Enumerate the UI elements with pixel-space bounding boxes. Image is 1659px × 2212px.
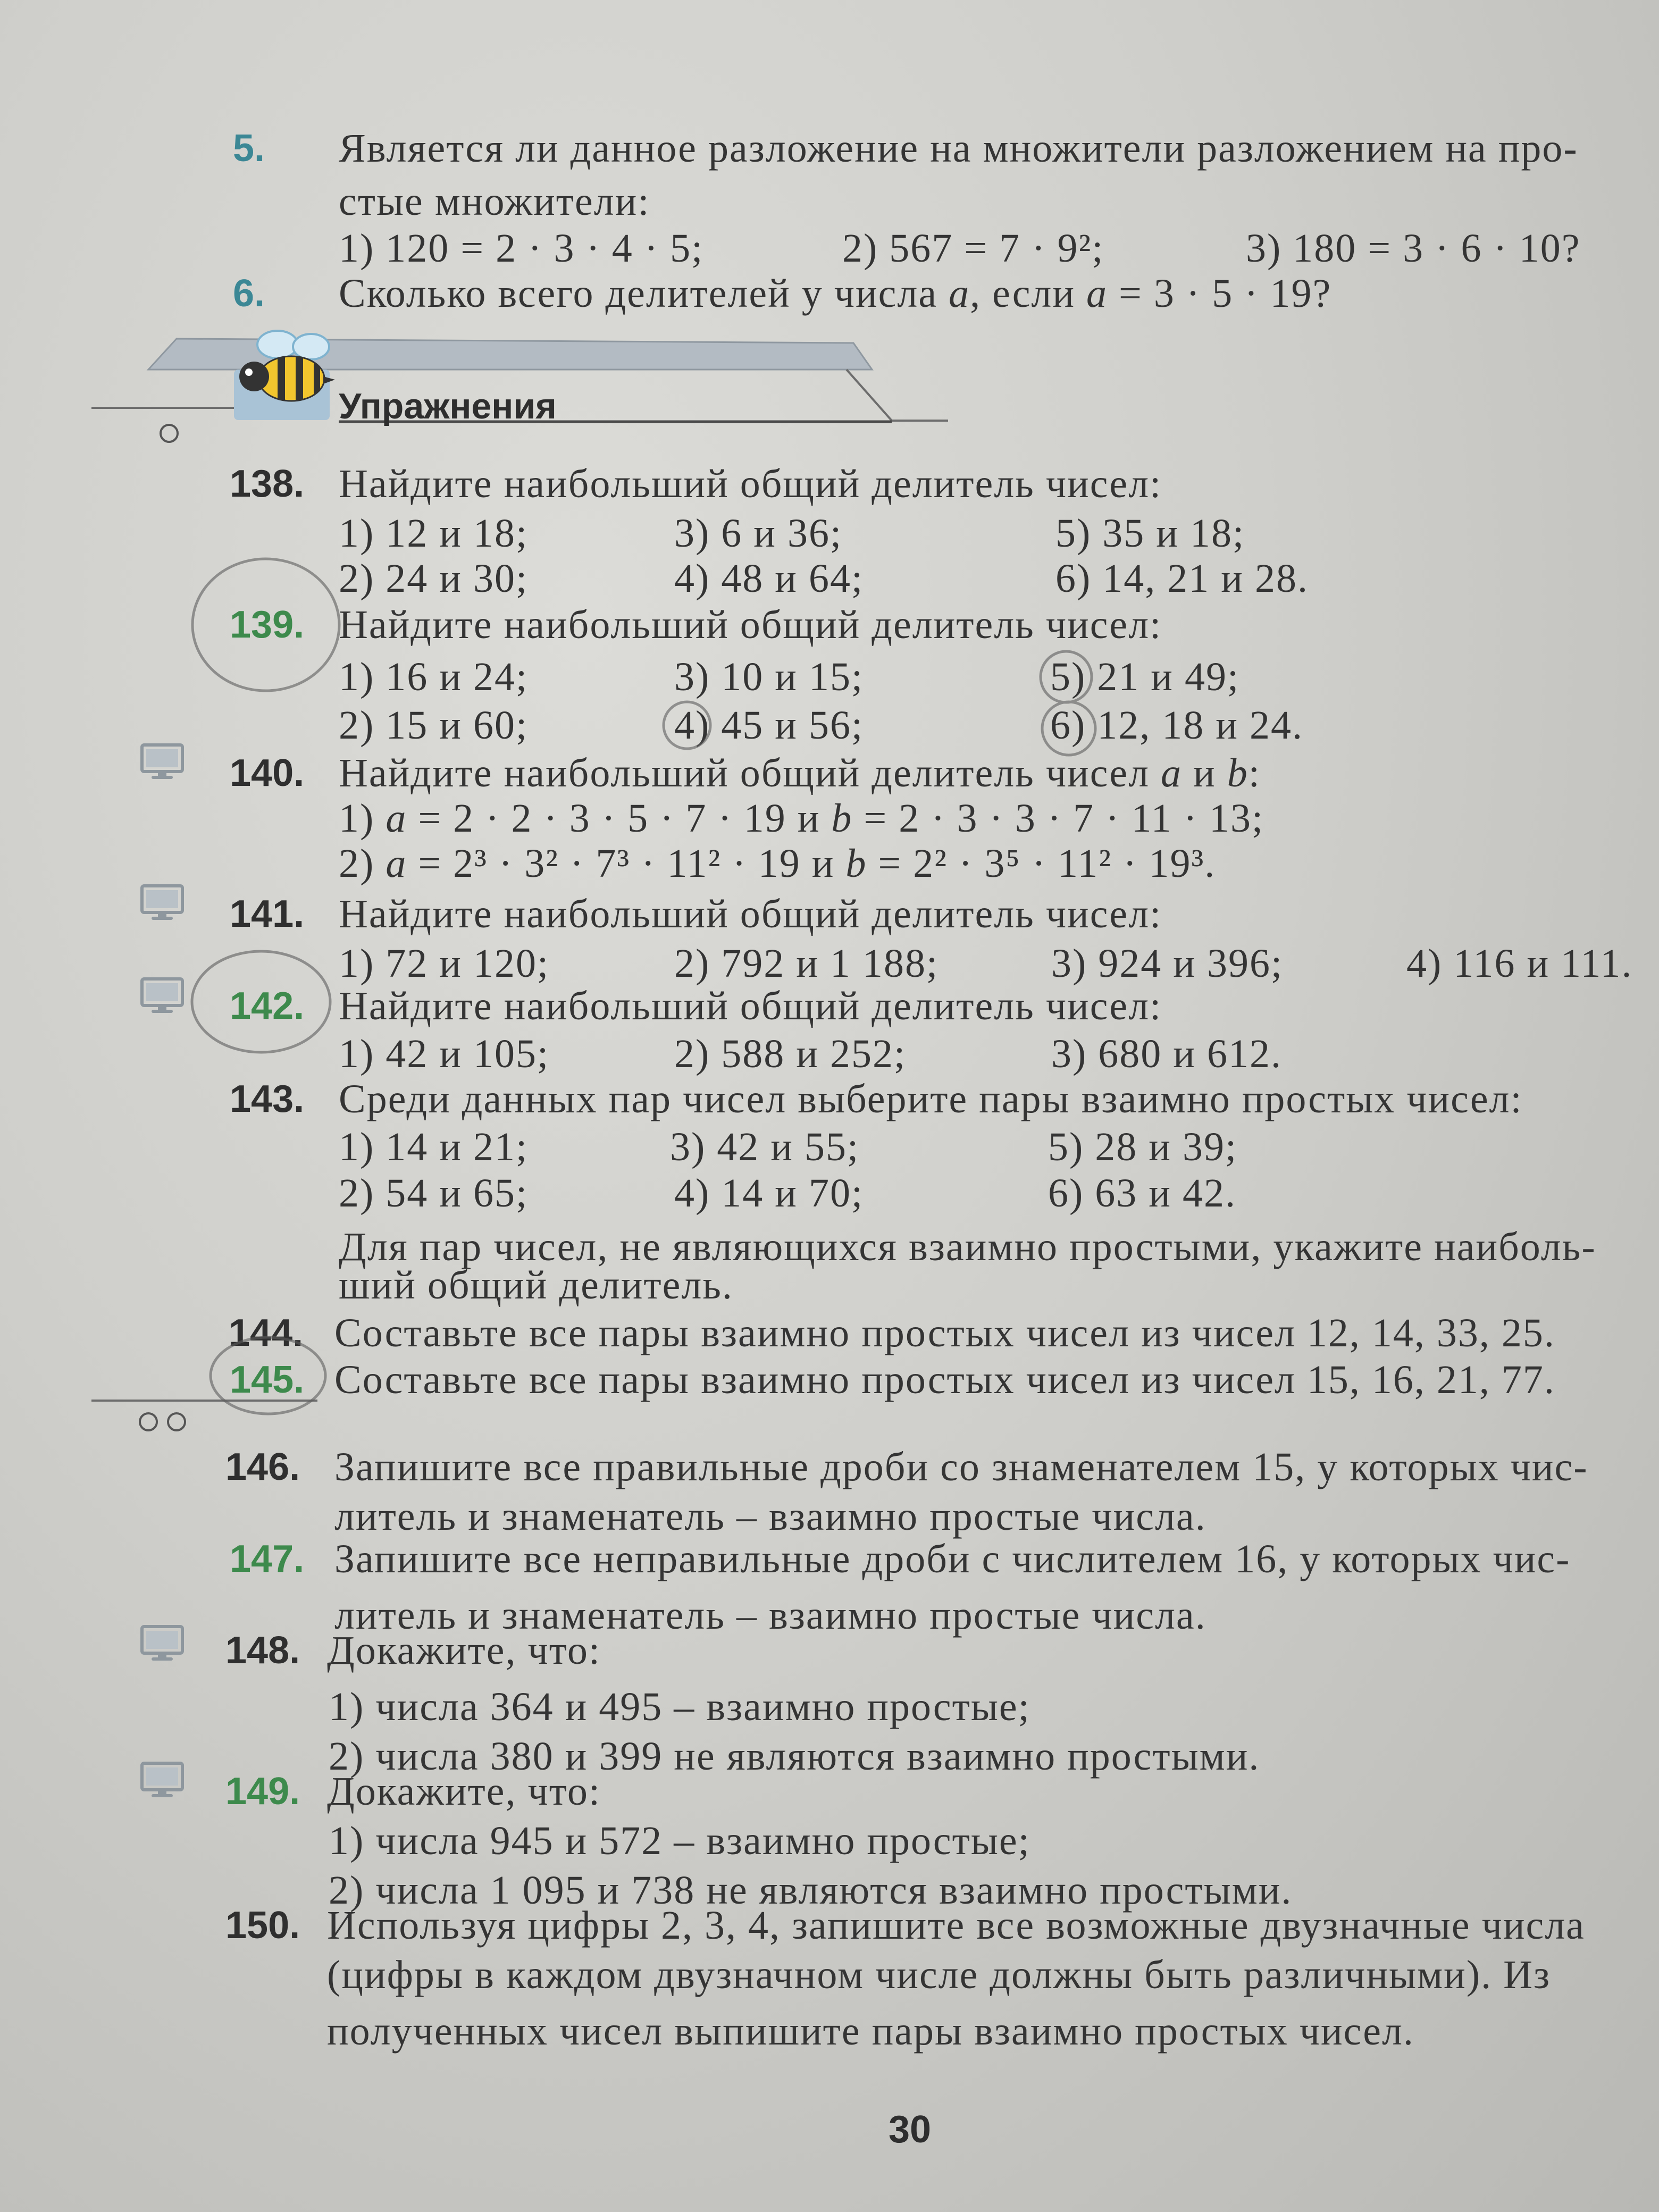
question-5-option-2: 2) 567 = 7 · 9²; xyxy=(842,226,1104,271)
exercise-143-note-line1: Для пар чисел, не являющихся взаимно простыми, укажите наиболь- xyxy=(339,1225,1596,1269)
exercise-142-option: 2) 588 и 252; xyxy=(674,1032,907,1076)
text-segment: = 3 · 5 · 19? xyxy=(1108,271,1332,316)
exercise-139-option: 1) 16 и 24; xyxy=(339,655,529,699)
question-5-option-3: 3) 180 = 3 · 6 · 10? xyxy=(1246,226,1581,271)
exercise-146-line2: литель и знаменатель – взаимно простые числа. xyxy=(334,1494,1206,1539)
exercise-141-option: 1) 72 и 120; xyxy=(339,941,550,986)
section-title: Упражнения xyxy=(339,386,557,426)
exercise-150-line1: Используя цифры 2, 3, 4, запишите все возможные двузначные числа xyxy=(327,1903,1585,1948)
text-segment: = 2² · 3⁵ · 11² · 19³. xyxy=(867,841,1216,886)
text-segment: 2) xyxy=(339,841,386,886)
exercise-143-option: 4) 14 и 70; xyxy=(674,1171,864,1216)
exercise-149-number: 149. xyxy=(225,1770,300,1813)
exercise-142-number: 142. xyxy=(230,985,305,1027)
exercise-150-line3: полученных чисел выпишите пары взаимно простых чисел. xyxy=(327,2009,1414,2054)
question-6-number: 6. xyxy=(233,272,265,315)
text-segment: 1) xyxy=(339,796,386,841)
exercise-139-title: Найдите наибольший общий делитель чисел: xyxy=(339,602,1162,647)
question-5-option-1: 1) 120 = 2 · 3 · 4 · 5; xyxy=(339,226,704,271)
exercise-141-option: 2) 792 и 1 188; xyxy=(674,941,939,986)
exercise-140-option xyxy=(339,794,1264,842)
exercise-138-option: 4) 48 и 64; xyxy=(674,556,864,601)
bee-icon-backdrop xyxy=(234,370,330,420)
exercise-140-option xyxy=(339,840,1216,887)
exercise-149-option: 2) числа 1 095 и 738 не являются взаимно простыми. xyxy=(329,1868,1293,1913)
text-segment: Найдите наибольший общий делитель чисел xyxy=(339,751,1161,795)
question-6-text xyxy=(339,270,1331,317)
text-segment: = 2³ · 3² · 7³ · 11² · 19 и xyxy=(407,841,846,886)
text-segment: Сколько всего делителей у числа xyxy=(339,271,949,316)
page-number: 30 xyxy=(888,2108,932,2151)
exercise-143-option: 3) 42 и 55; xyxy=(670,1125,860,1169)
question-5-text-line2: стые множители: xyxy=(339,179,650,224)
exercise-143-title: Среди данных пар чисел выберите пары взаимно простых чисел: xyxy=(339,1077,1523,1121)
variable-b: b xyxy=(845,841,867,886)
exercise-142-title: Найдите наибольший общий делитель чисел: xyxy=(339,984,1162,1028)
level-marker-icon xyxy=(168,1413,185,1430)
computer-icon xyxy=(140,1761,185,1799)
variable-a: a xyxy=(949,271,970,316)
exercise-148-title: Докажите, что: xyxy=(327,1628,601,1673)
exercise-138-option: 3) 6 и 36; xyxy=(674,511,843,556)
exercise-139-option: 6) 12, 18 и 24. xyxy=(1050,703,1303,748)
exercise-139-option: 2) 15 и 60; xyxy=(339,703,529,748)
exercise-141-option: 3) 924 и 396; xyxy=(1051,941,1284,986)
exercise-145-number: 145. xyxy=(230,1359,305,1401)
exercise-141-option: 4) 116 и 111. xyxy=(1406,941,1633,986)
exercise-143-option: 1) 14 и 21; xyxy=(339,1125,529,1169)
exercise-143-option: 5) 28 и 39; xyxy=(1048,1125,1238,1169)
exercise-144-number: 144. xyxy=(229,1312,304,1354)
exercise-138-option: 6) 14, 21 и 28. xyxy=(1055,556,1309,601)
exercise-145-title: Составьте все пары взаимно простых чисел из чисел 15, 16, 21, 77. xyxy=(334,1358,1555,1402)
exercise-147-line1: Запишите все неправильные дроби с числителем 16, у которых чис- xyxy=(334,1537,1571,1581)
exercise-140-title xyxy=(339,749,1261,797)
header-right-rule xyxy=(847,370,948,421)
exercise-149-title: Докажите, что: xyxy=(327,1769,601,1814)
exercise-148-number: 148. xyxy=(225,1629,300,1672)
exercise-139-number: 139. xyxy=(230,604,305,646)
exercise-138-number: 138. xyxy=(230,463,305,505)
level-marker-icon xyxy=(161,425,178,442)
exercise-139-option: 4) 45 и 56; xyxy=(674,703,864,748)
exercise-147-number: 147. xyxy=(230,1538,305,1580)
exercise-139-option: 5) 21 и 49; xyxy=(1050,655,1240,699)
computer-icon xyxy=(140,1624,185,1663)
text-segment: и xyxy=(1182,751,1227,795)
variable-a: a xyxy=(386,841,407,886)
exercise-148-option: 2) числа 380 и 399 не являются взаимно простыми. xyxy=(329,1734,1260,1779)
exercise-143-option: 6) 63 и 42. xyxy=(1048,1171,1236,1216)
exercise-147-line2: литель и знаменатель – взаимно простые числа. xyxy=(334,1593,1206,1638)
exercise-139-option: 3) 10 и 15; xyxy=(674,655,864,699)
variable-a: a xyxy=(386,796,407,841)
text-segment: = 2 · 3 · 3 · 7 · 11 · 13; xyxy=(852,796,1264,841)
text-segment: : xyxy=(1248,751,1261,795)
variable-b: b xyxy=(1227,751,1249,795)
exercise-146-number: 146. xyxy=(225,1446,300,1488)
text-segment: , если xyxy=(970,271,1087,316)
exercise-144-title: Составьте все пары взаимно простых чисел из чисел 12, 14, 33, 25. xyxy=(334,1311,1555,1355)
question-5-number: 5. xyxy=(233,127,265,170)
variable-b: b xyxy=(831,796,853,841)
computer-icon xyxy=(140,743,185,781)
exercise-143-number: 143. xyxy=(230,1078,305,1120)
level-marker-icon xyxy=(140,1413,157,1430)
exercise-150-line2: (цифры в каждом двузначном числе должны быть различными). Из xyxy=(327,1953,1551,1997)
question-5-text-line1: Является ли данное разложение на множители разложением на про- xyxy=(339,126,1578,171)
computer-icon xyxy=(140,884,185,922)
exercise-142-option: 1) 42 и 105; xyxy=(339,1032,550,1076)
level-separator xyxy=(0,1382,372,1441)
exercise-138-option: 2) 24 и 30; xyxy=(339,556,529,601)
variable-a: a xyxy=(1161,751,1183,795)
exercise-142-option: 3) 680 и 612. xyxy=(1051,1032,1282,1076)
exercise-141-number: 141. xyxy=(230,893,305,935)
exercise-150-number: 150. xyxy=(225,1904,300,1947)
exercise-149-option: 1) числа 945 и 572 – взаимно простые; xyxy=(329,1819,1030,1863)
variable-a: a xyxy=(1086,271,1108,316)
exercise-141-title: Найдите наибольший общий делитель чисел: xyxy=(339,892,1162,936)
exercise-140-number: 140. xyxy=(230,752,305,794)
header-band xyxy=(148,339,872,370)
exercise-146-line1: Запишите все правильные дроби со знаменателем 15, у которых чис- xyxy=(334,1445,1588,1489)
exercise-143-note-line2: ший общий делитель. xyxy=(339,1263,733,1308)
exercise-148-option: 1) числа 364 и 495 – взаимно простые; xyxy=(329,1685,1030,1729)
bee-icon xyxy=(239,331,335,409)
computer-icon xyxy=(140,977,185,1015)
exercise-138-option: 5) 35 и 18; xyxy=(1055,511,1245,556)
text-segment: = 2 · 2 · 3 · 5 · 7 · 19 и xyxy=(407,796,832,841)
exercise-143-option: 2) 54 и 65; xyxy=(339,1171,529,1216)
exercise-138-option: 1) 12 и 18; xyxy=(339,511,529,556)
exercise-138-title: Найдите наибольший общий делитель чисел: xyxy=(339,462,1162,506)
